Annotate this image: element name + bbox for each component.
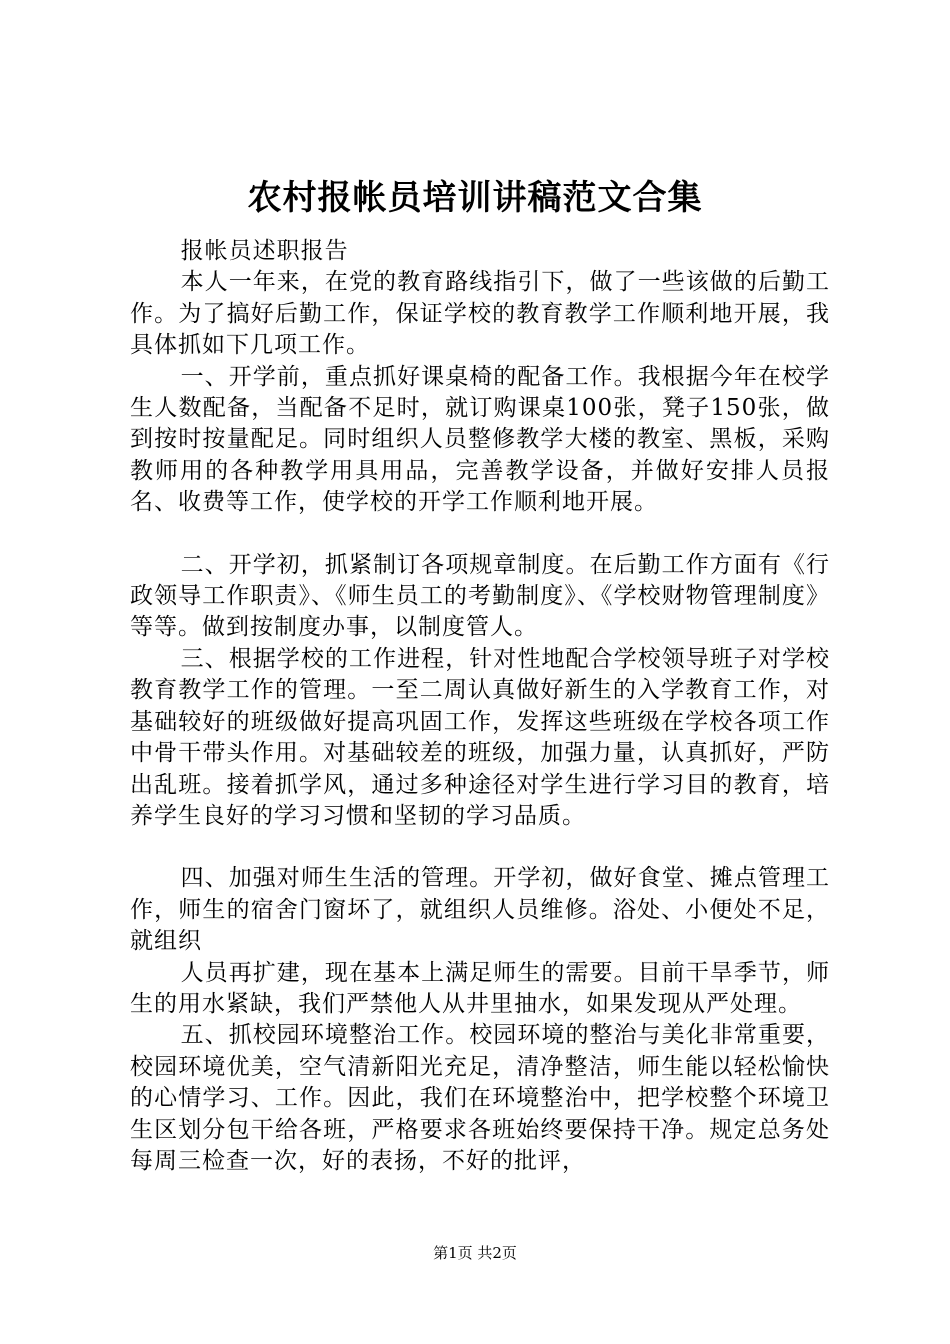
paragraph-intro: 本人一年来，在党的教育路线指引下，做了一些该做的后勤工作。为了搞好后勤工作，保证学校的教育教学工作顺利地开展，我具体抓如下几项工作。 [130, 269, 830, 359]
paragraph-item-2: 二、开学初，抓紧制订各项规章制度。在后勤工作方面有《行政领导工作职责》、《师生员工的考勤制度》、《学校财物管理制度》等等。做到按制度办事，以制度管人。 [130, 551, 830, 641]
paragraph-item-4: 四、加强对师生生活的管理。开学初，做好食堂、摊点管理工作，师生的宿舍门窗坏了，就组织人员维修。浴处、小便处不足，就组织 [130, 865, 830, 955]
paragraph-item-3: 三、根据学校的工作进程，针对性地配合学校领导班子对学校教育教学工作的管理。一至二周认真做好新生的入学教育工作，对基础较好的班级做好提高巩固工作，发挥这些班级在学校各项工作中骨干带头作用。对基础较差的班级，加强力量，认真抓好，严防出乱班。接着抓学风，通过多种途径对学生进行学习目的教育，培养学生良好的学习习惯和坚韧的学习品质。 [130, 645, 830, 829]
document-title: 农村报帐员培训讲稿范文合集 [247, 178, 703, 218]
document-body [130, 236, 830, 1177]
report-subtitle: 报帐员述职报告 [180, 238, 349, 264]
paragraph-item-5: 五、抓校园环境整治工作。校园环境的整治与美化非常重要，校园环境优美，空气清新阳光充足，清净整洁，师生能以轻松愉快的心情学习、工作。因此，我们在环境整治中，把学校整个环境卫生区划分包干给各班，严格要求各班始终要保持干净。规定总务处每周三检查一次，好的表扬，不好的批评， [130, 1022, 830, 1174]
paragraph-item-4-continued: 人员再扩建，现在基本上满足师生的需要。目前干旱季节，师生的用水紧缺，我们严禁他人从井里抽水，如果发现从严处理。 [130, 959, 830, 1017]
paragraph-item-1: 一、开学前，重点抓好课桌椅的配备工作。我根据今年在校学生人数配备，当配备不足时，就订购课桌100张，凳子150张，做到按时按量配足。同时组织人员整修教学大楼的教室、黑板，采购教师用的各种教学用具用品，完善教学设备，并做好安排人员报名、收费等工作，使学校的开学工作顺利地开展。 [130, 363, 830, 516]
page-number-footer: 第1页 共2页 [433, 1244, 517, 1262]
